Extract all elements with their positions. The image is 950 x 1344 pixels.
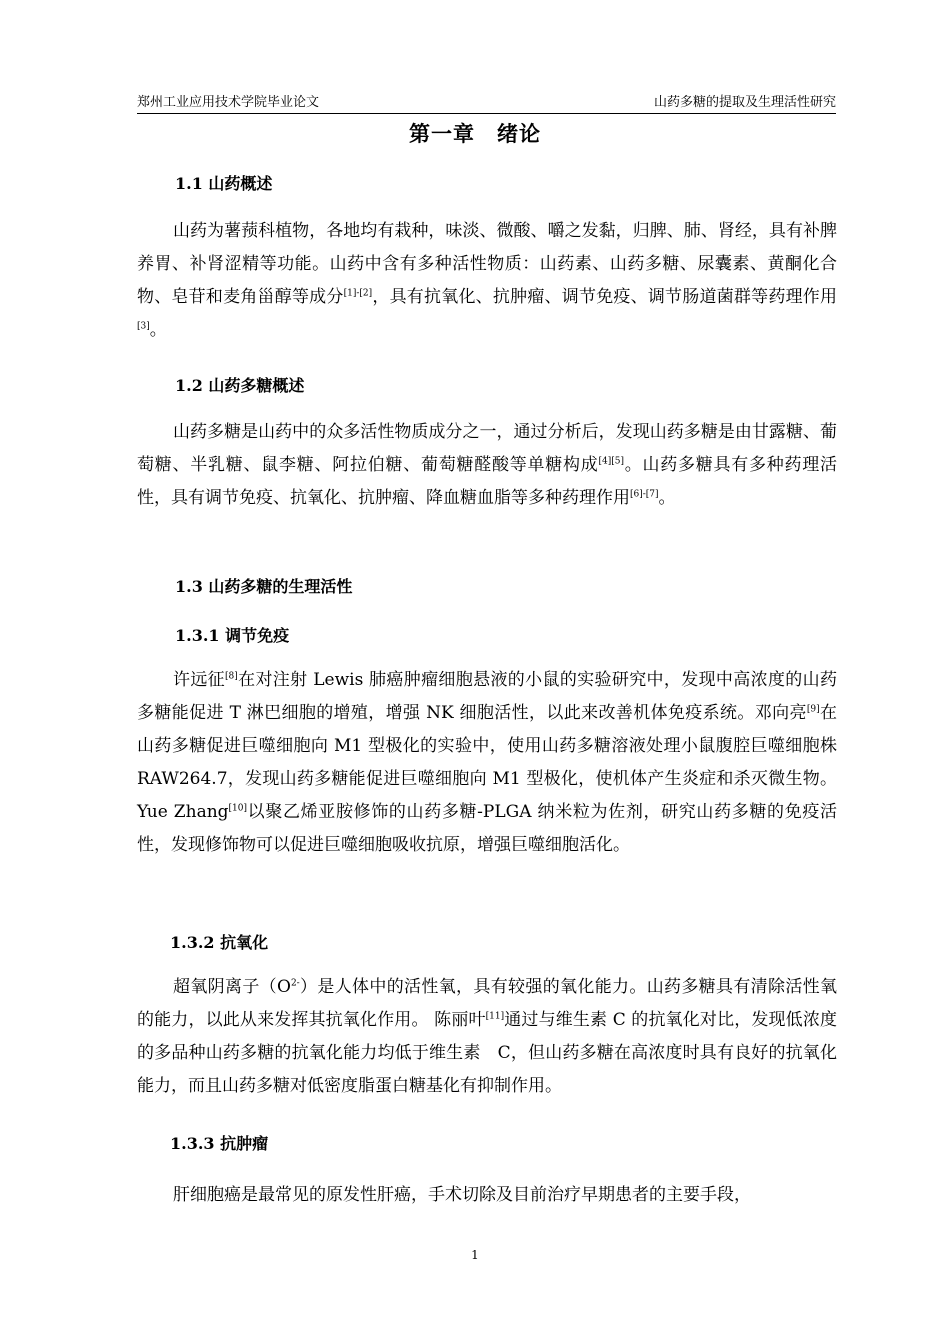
section-heading-1-1: 1.1 山药概述	[175, 174, 273, 193]
text-run: 肝细胞癌是最常见的原发性肝癌，手术切除及目前治疗早期患者的主要手段，	[173, 1185, 751, 1205]
page-header	[137, 88, 836, 114]
citation: [4][5]	[598, 456, 624, 467]
section-heading-1-3-1: 1.3.1 调节免疫	[175, 626, 290, 645]
paragraph-1-3-3	[137, 1179, 837, 1212]
text-run: 在山药多糖促进巨噬细胞向 M1 型极化的实验中，使用山药多糖溶液处理小鼠腹腔巨噬细胞株 RAW264.7，发现山药多糖能促进巨噬细胞向 M1 型极化，使机体产生炎症和杀灭微生物。Yue Zhang	[137, 703, 838, 822]
chapter-title: 第一章 绪论	[409, 121, 541, 146]
section-heading-1-3: 1.3 山药多糖的生理活性	[175, 577, 353, 596]
text-run: 许远征	[173, 670, 226, 690]
citation: [1]-[2]	[343, 288, 373, 299]
citation: [3]	[137, 321, 150, 332]
page-number: 1	[471, 1248, 479, 1262]
text-run: ，具有抗氧化、抗肿瘤、调节免疫、调节肠道菌群等药理作用	[372, 287, 838, 307]
citation: [6]-[7]	[630, 489, 659, 500]
header-right-text: 山药多糖的提取及生理活性研究	[653, 95, 836, 110]
paragraph-1-3-1	[137, 664, 837, 862]
paragraph-1-2	[137, 416, 837, 515]
text-run: 山药多糖是山药中的众多活性物质成分之一，通过分析后，发现山药多糖是由甘露糖、葡萄糖、半乳糖、鼠李糖、阿拉伯糖、葡萄糖醛酸等单糖构成	[137, 422, 837, 475]
section-heading-1-2: 1.2 山药多糖概述	[175, 376, 305, 395]
text-run: 。	[658, 488, 676, 508]
text-run: 以聚乙烯亚胺修饰的山药多糖-PLGA 纳米粒为佐剂，研究山药多糖的免疫活性，发现修饰物可以促进巨噬细胞吸收抗原，增强巨噬细胞活化。	[137, 802, 838, 855]
text-run: ）是人体中的活性氧，具有较强的氧化能力。山药多糖具有清除活性氧的能力，以此从来发挥其抗氧化作用。 陈丽叶	[137, 977, 838, 1030]
text-run: 。	[149, 320, 167, 340]
text-run: 超氧阴离子（O	[173, 977, 291, 997]
section-heading-1-3-3: 1.3.3 抗肿瘤	[170, 1134, 269, 1153]
citation: [11]	[485, 1011, 505, 1022]
paragraph-1-1	[137, 215, 837, 347]
text-run: 通过与维生素 C 的抗氧化对比，发现低浓度的多品种山药多糖的抗氧化能力均低于维生素 C，但山药多糖在高浓度时具有良好的抗氧化能力，而且山药多糖对低密度脂蛋白糖基化有抑制作用。	[137, 1010, 837, 1096]
paragraph-1-3-2	[137, 971, 837, 1103]
section-heading-1-3-2: 1.3.2 抗氧化	[170, 933, 269, 952]
text-run: 在对注射 Lewis 肺癌肿瘤细胞悬液的小鼠的实验研究中，发现中高浓度的山药多糖能促进 T 淋巴细胞的增殖，增强 NK 细胞活性，以此来改善机体免疫系统。邓向亮	[137, 670, 837, 723]
header-left-text: 郑州工业应用技术学院毕业论文	[137, 95, 320, 110]
citation: [10]	[228, 803, 248, 814]
text-run: 山药为薯蓣科植物，各地均有栽种，味淡、微酸、嚼之发黏，归脾、肺、肾经，具有补脾养胃、补肾涩精等功能。山药中含有多种活性物质：山药素、山药多糖、尿囊素、黄酮化合物、皂苷和麦角甾醇等成分	[137, 221, 837, 307]
citation: [9]	[806, 704, 820, 715]
text-run: 。山药多糖具有多种药理活性，具有调节免疫、抗氧化、抗肿瘤、降血糖血脂等多种药理作用	[137, 455, 837, 508]
superscript: 2-	[290, 978, 300, 989]
citation: [8]	[225, 671, 238, 682]
